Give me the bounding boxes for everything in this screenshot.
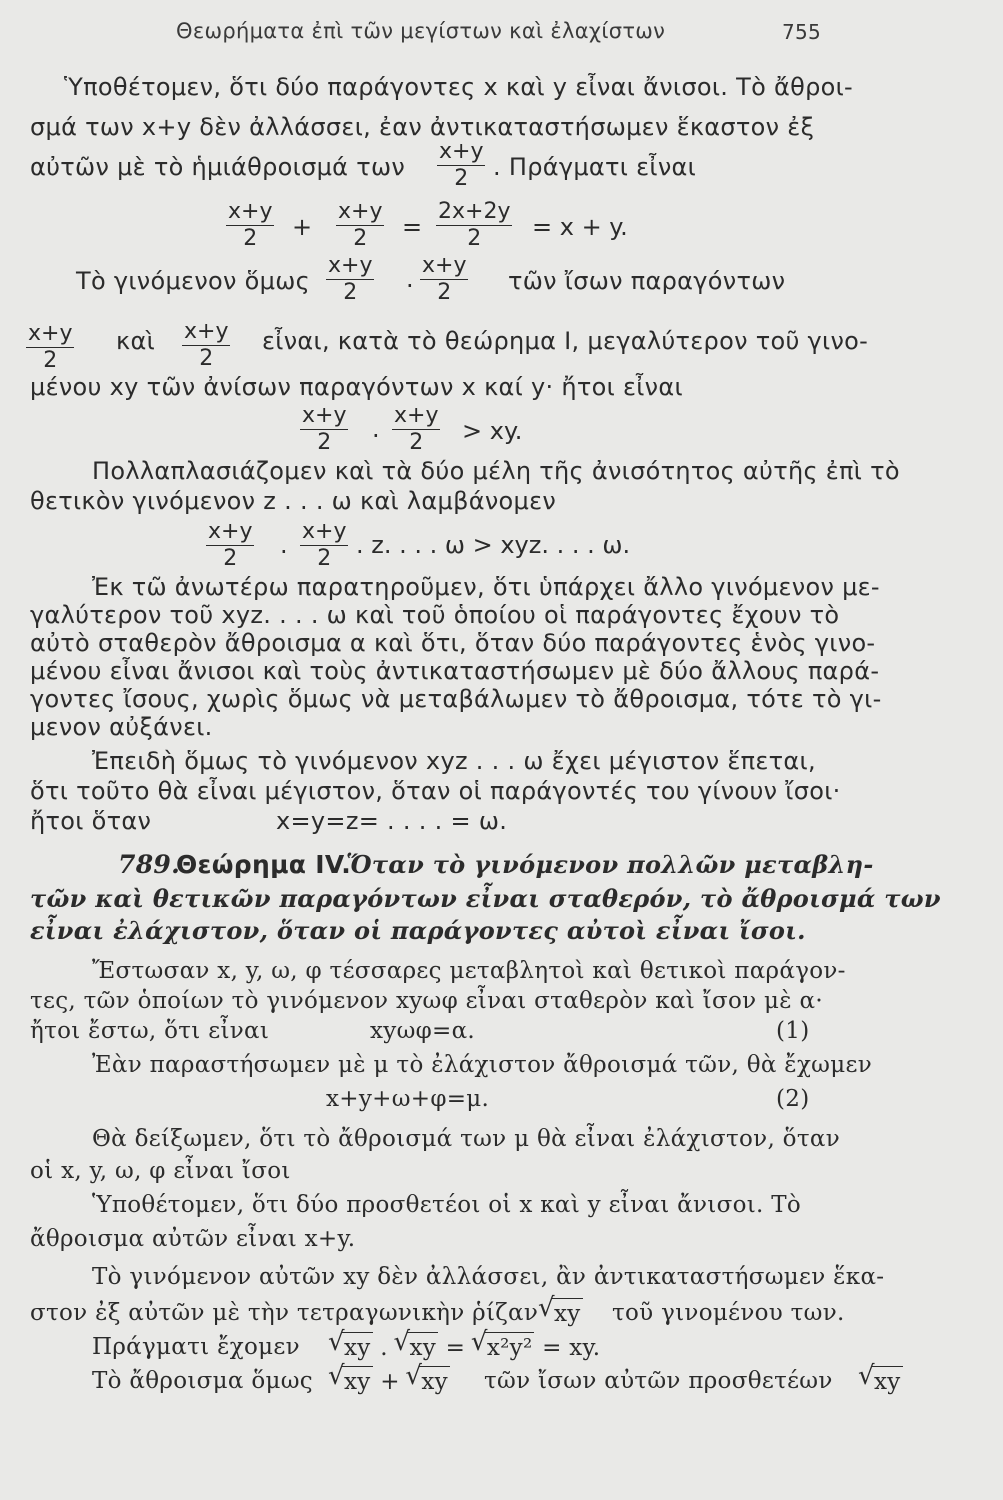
text-line: τῶν ἴσων παραγόντων (508, 267, 786, 295)
text-line: Τὸ γινόμενον ὅμως (76, 267, 310, 295)
text-line: σμά των x+y δὲν ἀλλάσσει, ἐαν ἀντικαταστήσωμεν ἕκαστον ἐξ (30, 113, 815, 141)
text-line: οἱ x, y, ω, φ εἶναι ἴσοι (30, 1158, 291, 1184)
dot: . (372, 415, 380, 443)
sqrt-xy: √ xy (342, 1366, 373, 1397)
text-line: εἶναι, κατὰ τὸ θεώρημα Ι, μεγαλύτερον τοῦ γινο- (262, 327, 869, 355)
theorem-statement: τῶν καὶ θετικῶν παραγόντων εἶναι σταθερόν, τὸ ἄθροισμά των (30, 884, 941, 913)
text-line: Θὰ δείξωμεν, ὅτι τὸ ἄθροισμά των μ θὰ εἶναι ἐλάχιστον, ὅταν (92, 1126, 840, 1152)
text-line: Ὑποθέτομεν, ὅτι δύο παράγοντες x καὶ y εἶναι ἄνισοι. Τὸ ἄθροι- (64, 73, 854, 101)
theorem-statement: Ὅταν τὸ γινόμενον πολλῶν μεταβλη- (346, 850, 874, 879)
fraction: x+y 2 (394, 403, 439, 455)
text-line: Πράγματι ἔχομεν (92, 1334, 300, 1360)
sqrt-xy: √ xy (419, 1366, 450, 1397)
sqrt-xy: √ xy (342, 1332, 373, 1363)
text-line: Τὸ ἄθροισμα ὅμως (92, 1368, 313, 1394)
text-line: μένου εἶναι ἄνισοι καὶ τοὺς ἀντικαταστήσωμεν μὲ δύο ἄλλους παρά- (30, 657, 880, 685)
page-number: 755 (782, 20, 822, 44)
text-line: Τὸ γινόμενον αὐτῶν xy δὲν ἀλλάσσει, ἂν ἀντικαταστήσωμεν ἕκα- (92, 1264, 885, 1290)
text-line: Ἐπειδὴ ὅμως τὸ γινόμενον xyz . . . ω ἔχει μέγιστον ἕπεται, (92, 747, 816, 775)
text-line: τῶν ἴσων αὐτῶν προσθετέων (484, 1368, 833, 1394)
fraction: x+y 2 (208, 519, 253, 571)
text-line: τοῦ γινομένου των. (612, 1300, 845, 1326)
equality-chain: x=y=z= . . . . = ω. (276, 807, 508, 835)
sqrt-expression (540, 1298, 583, 1329)
equation-rhs: = xy. (542, 1335, 601, 1361)
text-line: γοντες ἴσους, χωρὶς ὅμως νὰ μεταβάλωμεν τὸ ἄθροισμα, τότε τὸ γι- (30, 685, 882, 713)
equation-rhs: = x + y. (532, 213, 628, 241)
sqrt-x2y2: √ x²y² (485, 1332, 535, 1363)
fraction: x+y 2 (184, 319, 229, 371)
equals-sign: = (402, 213, 423, 241)
sqrt-sum (330, 1366, 450, 1397)
text-line: αὐτὸ σταθερὸν ἄθροισμα α καὶ ὅτι, ὅταν δύο παράγοντες ἑνὸς γινο- (30, 629, 876, 657)
text-line: ἄθροισμα αὐτῶν εἶναι x+y. (30, 1226, 356, 1252)
inequality-tail: . z. . . . ω > xyz. . . . ω. (356, 531, 631, 559)
fraction: x+y 2 (302, 519, 347, 571)
equation-label: (1) (776, 1018, 810, 1044)
dot: . (280, 531, 288, 559)
theorem-number: 789. (118, 850, 181, 879)
text-line: μένου xy τῶν ἀνίσων παραγόντων x καί y· ἤτοι εἶναι (30, 373, 683, 401)
fraction: x+y 2 (228, 199, 273, 251)
inequality-rhs: > xy. (462, 417, 523, 445)
text-line: Ἐὰν παραστήσωμεν μὲ μ τὸ ἐλάχιστον ἄθροισμά τῶν, θὰ ἔχωμεν (92, 1052, 872, 1078)
text-line: τες, τῶν ὁποίων τὸ γινόμενον xyωφ εἶναι σταθερὸν καὶ ἴσον μὲ α· (30, 988, 823, 1014)
text-line: στον ἐξ αὐτῶν μὲ τὴν τετραγωνικὴν ῥίζαν (30, 1300, 539, 1326)
text-line: μενον αὐξάνει. (30, 713, 213, 741)
text-line: αὐτῶν μὲ τὸ ἡμιάθροισμά των (30, 153, 406, 181)
fraction: x+y 2 (338, 199, 383, 251)
fraction: x+y 2 (439, 139, 484, 191)
plus-sign: + (292, 213, 313, 241)
text-line: γαλύτερον τοῦ xyz. . . . ω καὶ τοῦ ὁποίου οἱ παράγοντες ἔχουν τὸ (30, 601, 840, 629)
text-line: ὅτι τοῦτο θὰ εἶναι μέγιστον, ὅταν οἱ παράγοντές του γίνουν ἴσοι· (30, 777, 841, 805)
text-line: . Πράγματι εἶναι (493, 153, 697, 181)
text-line: θετικὸν γινόμενον z . . . ω καὶ λαμβάνομεν (30, 487, 557, 515)
fraction: x+y 2 (302, 403, 347, 455)
text-line: Ἐκ τῶ ἀνωτέρω παρατηροῦμεν, ὅτι ὑπάρχει ἄλλο γινόμενον με- (92, 573, 880, 601)
plus-sign: + (380, 1369, 400, 1395)
text-line: ἤτοι ὅταν (30, 807, 152, 835)
theorem-statement: εἶναι ἐλάχιστον, ὅταν οἱ παράγοντες αὐτοὶ εἶναι ἴσοι. (30, 916, 806, 945)
sqrt-expression (860, 1366, 903, 1397)
sqrt-equation (330, 1332, 600, 1363)
text-line: Ἔστωσαν x, y, ω, φ τέσσαρες μεταβλητοὶ καὶ θετικοὶ παράγον- (92, 958, 846, 984)
fraction: 2x+2y 2 (438, 199, 511, 251)
fraction: x+y 2 (328, 253, 373, 305)
dot: . (380, 1335, 388, 1361)
sqrt-xy: √ xy (407, 1332, 438, 1363)
equation: x+y+ω+φ=μ. (326, 1086, 490, 1112)
running-header: Θεωρήματα ἐπὶ τῶν μεγίστων καὶ ἐλαχίστων (176, 19, 666, 43)
text-line: Ὑποθέτομεν, ὅτι δύο προσθετέοι οἱ x καὶ y εἶναι ἄνισοι. Τὸ (92, 1192, 802, 1218)
equation: xyωφ=α. (370, 1018, 476, 1044)
sqrt-xy: √ xy (872, 1366, 903, 1397)
text-line: Πολλαπλασιάζομεν καὶ τὰ δύο μέλη τῆς ἀνισότητος αὐτῆς ἐπὶ τὸ (92, 457, 900, 485)
theorem-title: Θεώρημα IV. (176, 850, 352, 879)
equals-sign: = (445, 1335, 466, 1361)
sqrt-xy: √ xy (552, 1298, 583, 1329)
text-line: καὶ (116, 327, 155, 355)
fraction: x+y 2 (422, 253, 467, 305)
fraction: x+y 2 (28, 321, 73, 373)
dot: . (406, 265, 414, 293)
equation-label: (2) (776, 1086, 810, 1112)
text-line: ἤτοι ἔστω, ὅτι εἶναι (30, 1018, 270, 1044)
